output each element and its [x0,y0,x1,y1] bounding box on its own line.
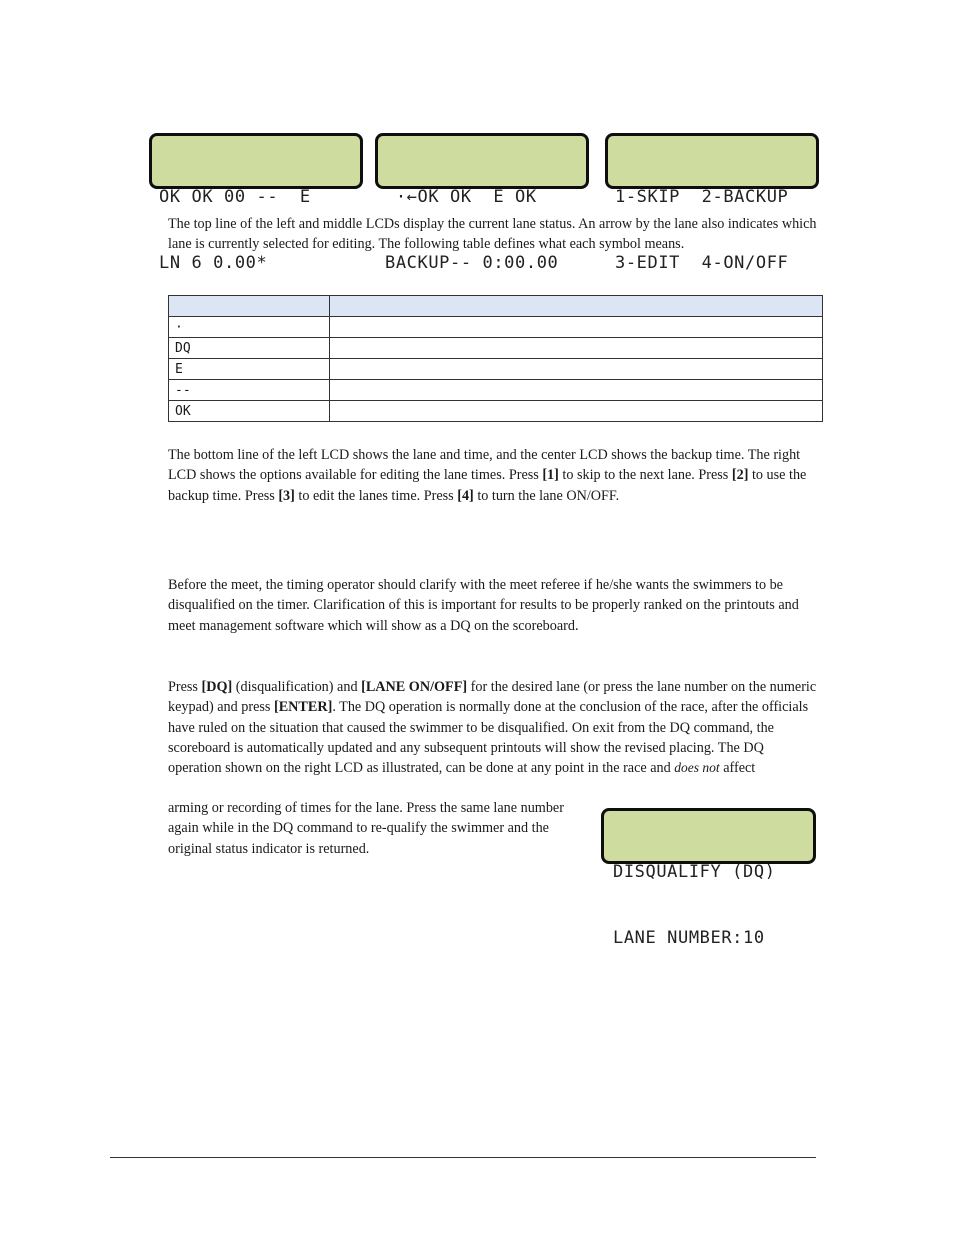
symbol-cell: DQ [169,338,330,359]
intro-paragraph: The top line of the left and middle LCDs display the current lane status. An arrow by the lane also indicates which lane is currently selected for editing. The following table defines what each symbol means. [168,216,817,253]
lcd-line-2: BACKUP-- 0:00.00 [385,253,559,273]
lcd-line-1: OK OK 00 -- E [159,187,311,207]
key-2: [2] [731,467,749,484]
lcd-line-2: LANE NUMBER:10 [613,928,765,948]
table-row [169,317,823,338]
header-meaning [330,296,823,317]
header-symbol [169,296,330,317]
text-run: (disqualification) and [232,679,362,695]
table-row [169,380,823,401]
lcd-disqualify [601,808,816,948]
text-run: The bottom line of the left LCD shows the lane and time, and the center LCD shows the backup time. The right LCD shows the options available for editing the lane times. Press [168,447,801,484]
footer-divider [110,1157,816,1158]
symbol-cell: -- [169,380,330,401]
text-run: to use the backup time. Press [168,467,807,504]
text-run: to edit the lanes time. Press [294,487,458,504]
emphasis-does-not: does not [674,760,720,776]
meaning-cell [330,317,823,338]
lcd-line-2: LN 6 0.00* [159,253,268,273]
key-1: [1] [542,467,559,484]
table-header-row [169,296,823,317]
key-4: [4] [457,487,474,504]
lcd-line-1: 1-SKIP 2-BACKUP [615,187,789,207]
table-row [169,359,823,380]
bottom-line-paragraph [168,445,818,506]
key-3: [3] [278,487,295,504]
lcd-lane-status-left [149,133,363,273]
meaning-cell [330,359,823,380]
text-run: Press [168,679,202,695]
table-row [169,338,823,359]
meaning-cell [330,338,823,359]
symbol-cell: OK [169,401,330,422]
text-run: . The DQ operation is normally done at the conclusion of the race, after the officials have ruled on the situation that caused the swimmer to be disqualified. On exit from the DQ command, the scoreboard is automatically updated and any subsequent printouts will show the revised placing. The DQ operation shown on the right LCD as illustrated, can be done at any point in the race and [168,699,809,777]
symbol-cell: E [169,359,330,380]
lcd-line-1: ·←OK OK E OK [385,187,537,207]
lcd-lane-status-middle [375,133,589,273]
table-row [169,401,823,422]
symbol-table [168,295,823,422]
meaning-cell [330,401,823,422]
lcd-options-right [605,133,819,273]
text-run: for the desired lane (or press the lane number on the numeric keypad) and press [168,679,817,716]
text-run: to skip to the next lane. Press [558,467,732,484]
meaning-cell [330,380,823,401]
dq-paragraph-continued: arming or recording of times for the lane. Press the same lane number again while in the DQ command to re-qualify the swimmer and the original status indicator is returned. [168,800,564,857]
lcd-line-1: DISQUALIFY (DQ) [613,862,776,882]
key-dq: [DQ] [201,679,233,695]
text-run: affect [719,760,756,777]
key-lane-on-off: [LANE ON/OFF] [361,679,468,695]
key-enter: [ENTER] [273,699,333,716]
symbol-cell: · [169,317,330,338]
text-run: to turn the lane ON/OFF. [473,487,620,504]
before-meet-paragraph: Before the meet, the timing operator should clarify with the meet referee if he/she wants the swimmers to be disqualified on the timer. Clarification of this is important for results to be properly ranked on the printouts and meet management software which will show as a DQ on the scoreboard. [168,577,799,634]
dq-paragraph [168,677,818,778]
lcd-line-2: 3-EDIT 4-ON/OFF [615,253,789,273]
